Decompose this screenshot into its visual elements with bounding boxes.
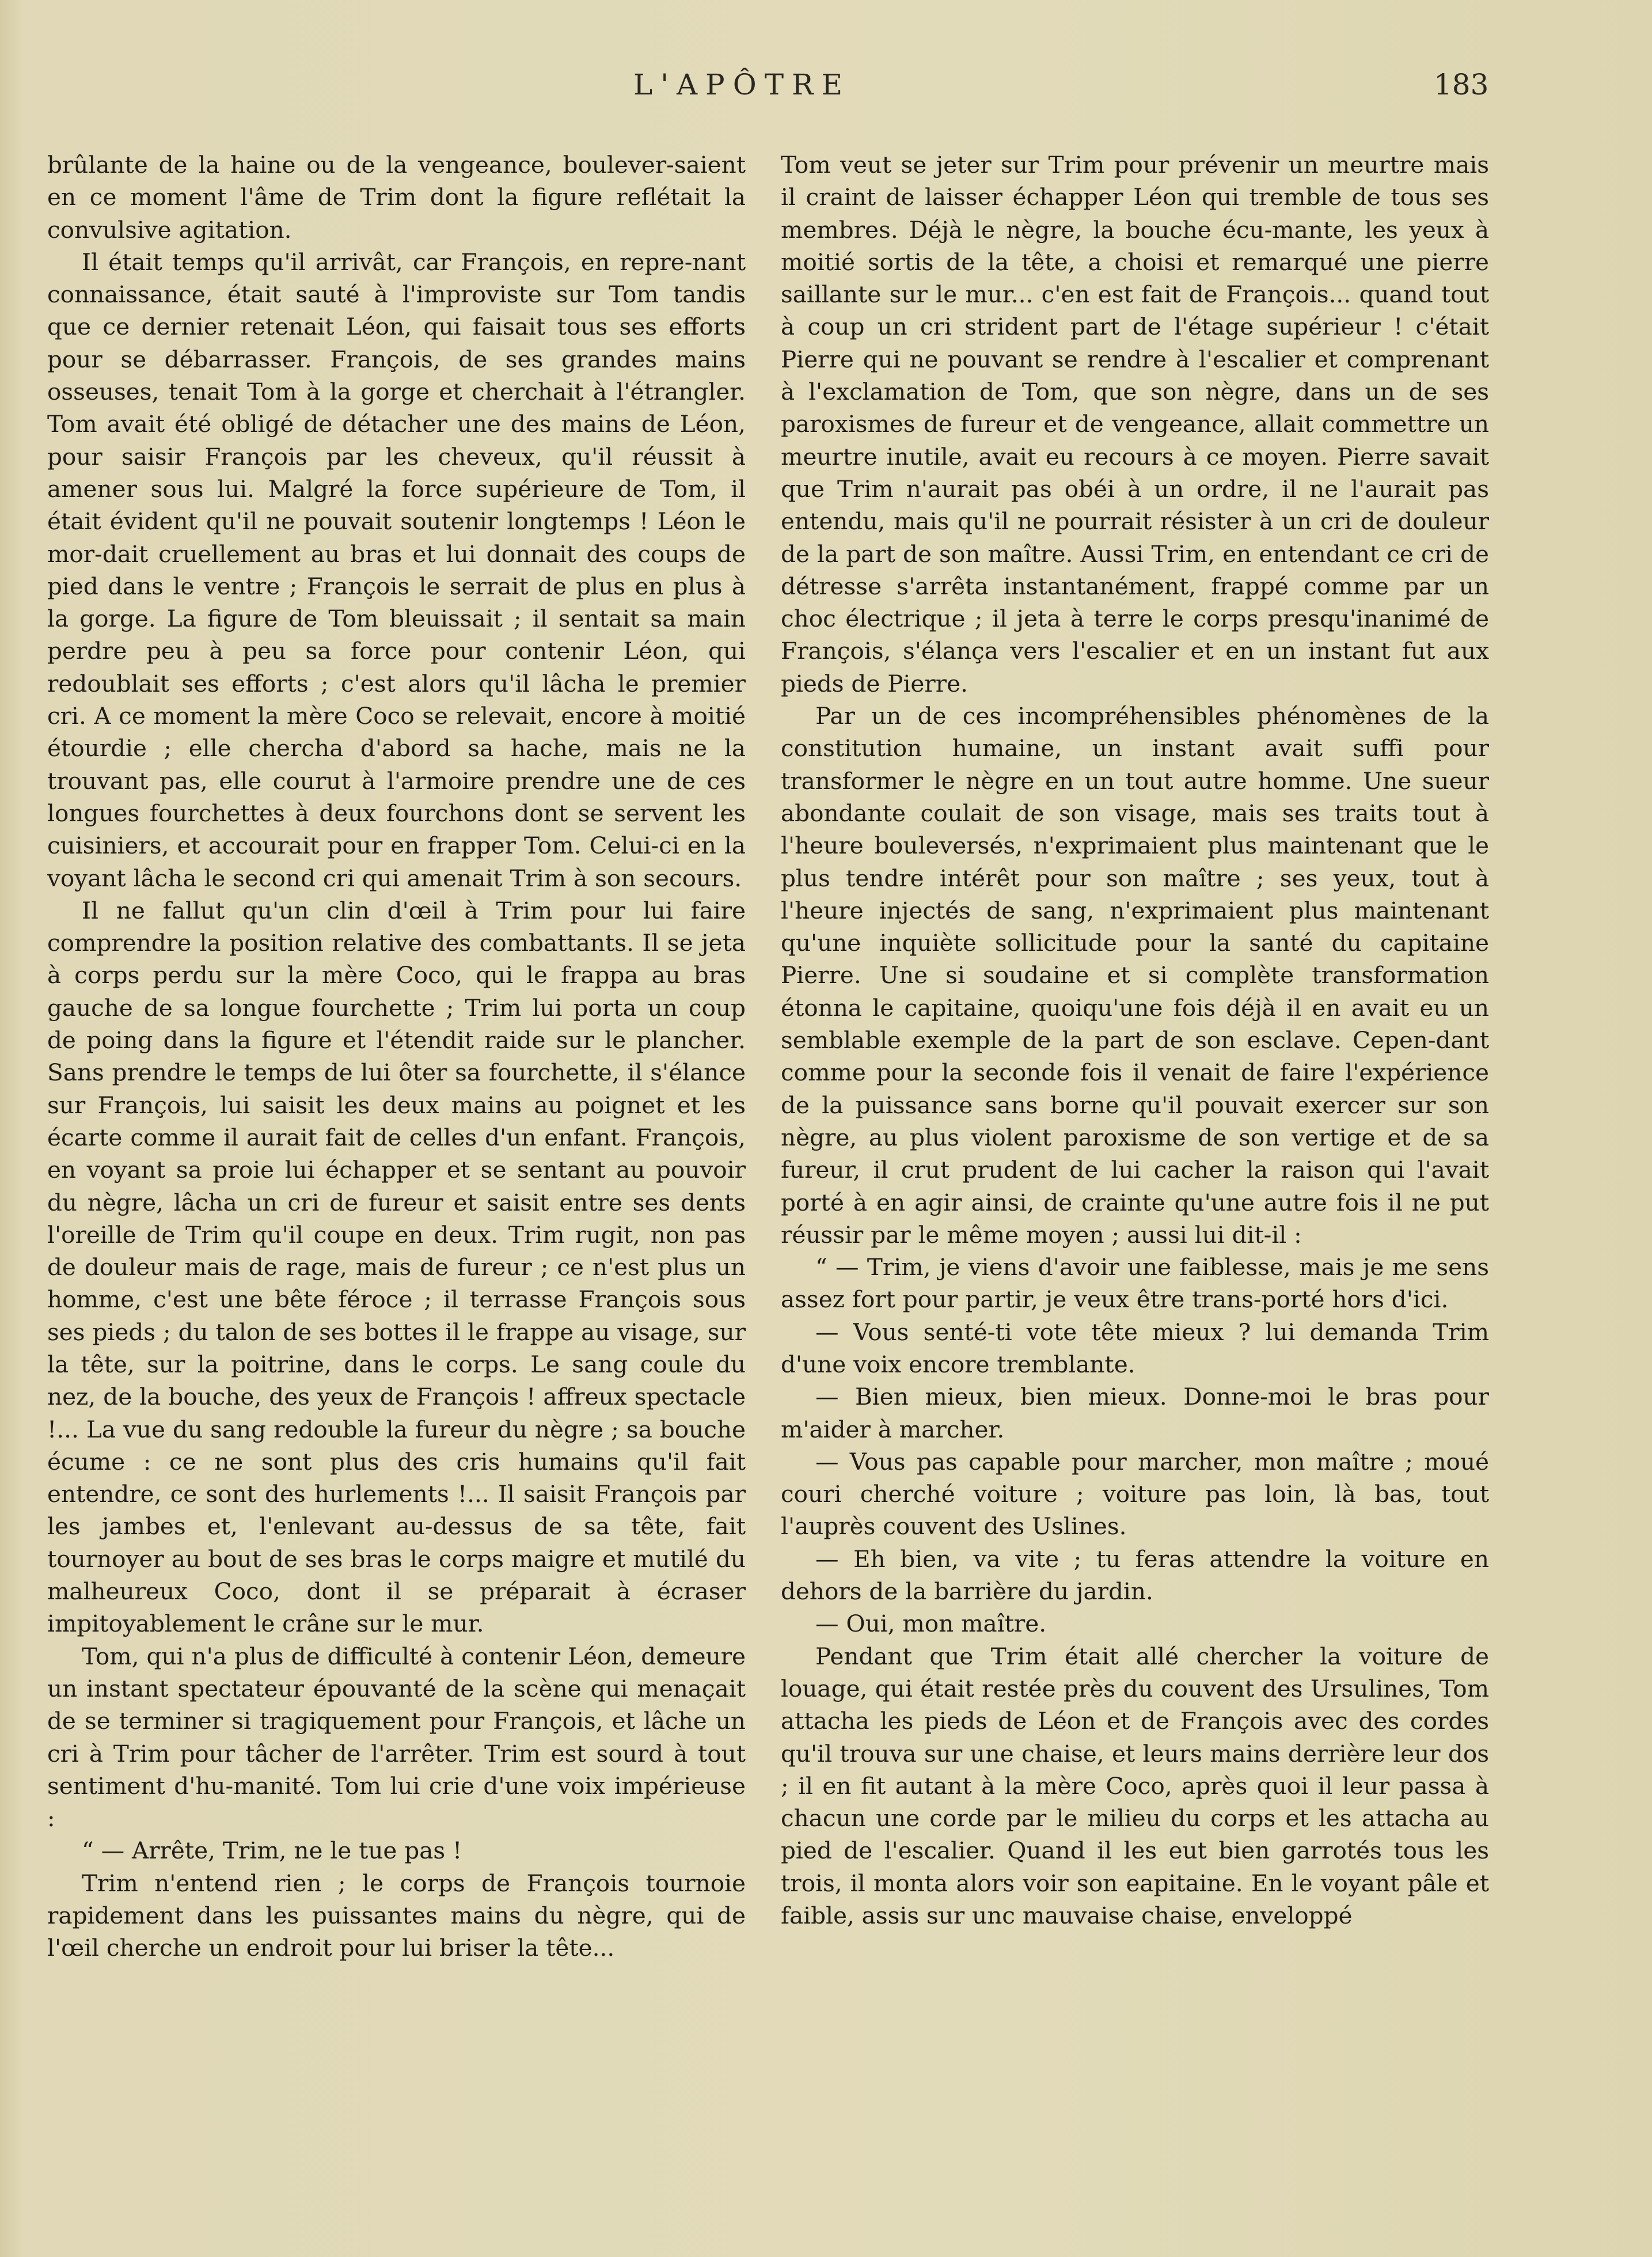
page-header <box>0 68 1652 108</box>
paragraph: Pendant que Trim était allé chercher la voiture de louage, qui était restée près du couvent des Ursulines, Tom attacha les pieds de Léon et de François avec des cordes qu'il trouva sur une chaise, et leurs mains derrière leur dos ; il en fit autant à la mère Coco, après quoi il leur passa à chacun une corde par le milieu du corps et les attacha au pied de l'escalier. Quand il les eut bien garrotés tous les trois, il monta alors voir son eapitaine. En le voyant pâle et faible, assis sur unc mauvaise chaise, enveloppé <box>781 1642 1489 1930</box>
paragraph: — Vous pas capable pour marcher, mon maître ; moué couri cherché voiture ; voiture pas loin, là bas, tout l'auprès couvent des Uslines. <box>781 1447 1489 1541</box>
paragraph: — Oui, mon maître. <box>815 1610 1047 1638</box>
paragraph: Il ne fallut qu'un clin d'œil à Trim pour lui faire comprendre la position relative des combattants. Il se jeta à corps perdu sur la mère Coco, qui le frappa au bras gauche de sa longue fourchette ; Trim lui porta un coup de poing dans la figure et l'étendit raide sur le plancher. Sans prendre le temps de lui ôter sa fourchette, il s'élance sur François, lui saisit les deux mains au poignet et les écarte comme il aurait fait de celles d'un enfant. François, en voyant sa proie lui échapper et se sentant au pouvoir du nègre, lâcha un cri de fureur et saisit entre ses dents l'oreille de Trim qu'il coupe en deux. Trim rugit, non pas de douleur mais de rage, mais de fureur ; ce n'est plus un homme, c'est une bête féroce ; il terrasse François sous ses pieds ; du talon de ses bottes il le frappe au visage, sur la tête, sur la poitrine, dans le corps. Le sang coule du nez, de la bouche, des yeux de François ! affreux spectacle !... La vue du sang redouble la fureur du nègre ; sa bouche écume : ce ne sont plus des cris humains qu'il fait entendre, ce sont des hurlements !... Il saisit François par les jambes et, l'enlevant au-dessus de sa tête, fait tournoyer au bout de ses bras le corps maigre et mutilé du malheureux Coco, dont il se préparait à écraser impitoyablement le crâne sur le mur. <box>47 896 746 1638</box>
right-column <box>781 149 1489 2233</box>
paragraph: “ — Arrête, Trim, ne le tue pas ! <box>82 1837 462 1865</box>
paragraph: Par un de ces incompréhensibles phénomènes de la constitution humaine, un instant avait suffi pour transformer le nègre en un tout autre homme. Une sueur abondante coulait de son visage, mais ses traits tout à l'heure bouleversés, n'exprimaient plus maintenant que le plus tendre intérêt pour son maître ; ses yeux, tout à l'heure injectés de sang, n'exprimaient plus maintenant qu'une inquiète sollicitude pour la santé du capitaine Pierre. Une si soudaine et si complète transformation étonna le capitaine, quoiqu'une fois déjà il en avait eu un semblable exemple de la part de son esclave. Cepen-dant comme pour la seconde fois il venait de faire l'expérience de la puissance sans borne qu'il pouvait exercer sur son nègre, au plus violent paroxisme de son vertige et de sa fureur, il crut prudent de lui cacher la raison qui l'avait porté à en agir ainsi, de crainte qu'une autre fois il ne put réussir par le même moyen ; aussi lui dit-il : <box>781 702 1489 1249</box>
paragraph: brûlante de la haine ou de la vengeance, boulever-saient en ce moment l'âme de Trim dont la figure reflétait la convulsive agitation. <box>47 151 746 244</box>
paragraph: — Bien mieux, bien mieux. Donne-moi le bras pour m'aider à marcher. <box>781 1383 1489 1443</box>
paragraph: Il était temps qu'il arrivât, car François, en repre-nant connaissance, était sauté à l'improviste sur Tom tandis que ce dernier retenait Léon, qui faisait tous ses efforts pour se débarrasser. François, de ses grandes mains osseuses, tenait Tom à la gorge et cherchait à l'étrangler. Tom avait été obligé de détacher une des mains de Léon, pour saisir François par les cheveux, qu'il réussit à amener sous lui. Malgré la force supérieure de Tom, il était évident qu'il ne pouvait soutenir longtemps ! Léon le mor-dait cruellement au bras et lui donnait des coups de pied dans le ventre ; François le serrait de plus en plus à la gorge. La figure de Tom bleuissait ; il sentait sa main perdre peu à peu sa force pour contenir Léon, qui redoublait ses efforts ; c'est alors qu'il lâcha le premier cri. A ce moment la mère Coco se relevait, encore à moitié étourdie ; elle chercha d'abord sa hache, mais ne la trouvant pas, elle courut à l'armoire prendre une de ces longues fourchettes à deux fourchons dont se servent les cuisiniers, et accourait pour en frapper Tom. Celui-ci en la voyant lâcha le second cri qui amenait Trim à son secours. <box>47 248 746 892</box>
running-title: L'APÔTRE <box>633 68 851 101</box>
paragraph: — Eh bien, va vite ; tu feras attendre la voiture en dehors de la barrière du jardin. <box>781 1545 1489 1606</box>
page-number: 183 <box>1434 68 1489 101</box>
paragraph: “ — Trim, je viens d'avoir une faiblesse, mais je me sens assez fort pour partir, je veux être trans-porté hors d'ici. <box>781 1253 1489 1314</box>
left-column <box>47 149 746 2233</box>
paragraph: Trim n'entend rien ; le corps de François tournoie rapidement dans les puissantes mains du nègre, qui de l'œil cherche un endroit pour lui briser la tête... <box>47 1869 746 1962</box>
paragraph: Tom veut se jeter sur Trim pour prévenir un meurtre mais il craint de laisser échapper Léon qui tremble de tous ses membres. Déjà le nègre, la bouche écu-mante, les yeux à moitié sortis de la tête, a choisi et remarqué une pierre saillante sur le mur... c'en est fait de François... quand tout à coup un cri strident part de l'étage supérieur ! c'était Pierre qui ne pouvant se rendre à l'escalier et comprenant à l'exclamation de Tom, que son nègre, dans un de ses paroxismes de fureur et de vengeance, allait commettre un meurtre inutile, avait eu recours à ce moyen. Pierre savait que Trim n'aurait pas obéi à un ordre, il ne l'aurait pas entendu, mais qu'il ne pourrait résister à un cri de douleur de la part de son maître. Aussi Trim, en entendant ce cri de détresse s'arrêta instantanément, frappé comme par un choc électrique ; il jeta à terre le corps presqu'inanimé de François, s'élança vers l'escalier et en un instant fut aux pieds de Pierre. <box>781 151 1489 697</box>
paragraph: — Vous senté-ti vote tête mieux ? lui demanda Trim d'une voix encore tremblante. <box>781 1318 1489 1378</box>
paragraph: Tom, qui n'a plus de difficulté à contenir Léon, demeure un instant spectateur épouvanté de la scène qui menaçait de se terminer si tragiquement pour François, et lâche un cri à Trim pour tâcher de l'arrêter. Trim est sourd à tout sentiment d'hu-manité. Tom lui crie d'une voix impérieuse : <box>47 1642 746 1833</box>
